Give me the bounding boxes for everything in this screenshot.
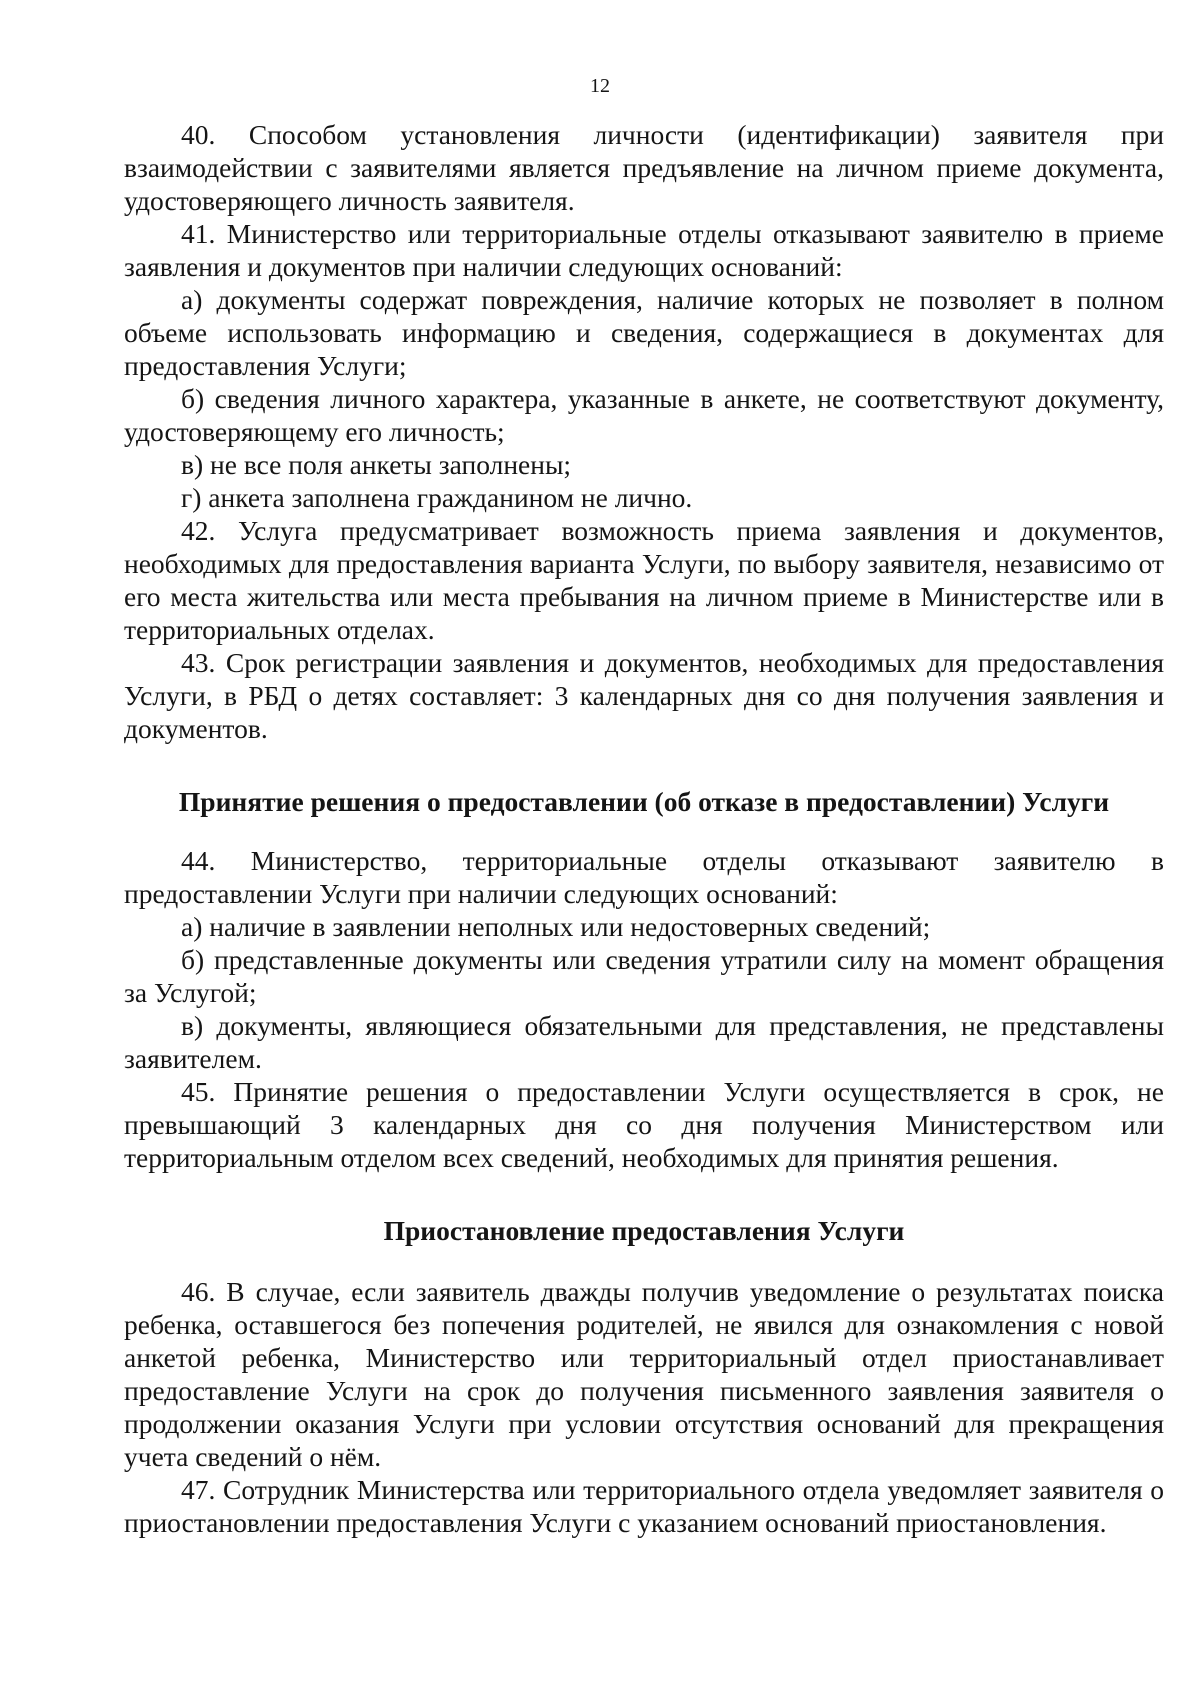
paragraph-41: 41. Министерство или территориальные отделы отказывают заявителю в приеме заявления и документов при наличии следующих оснований:	[124, 218, 1164, 282]
paragraph-43: 43. Срок регистрации заявления и документов, необходимых для предоставления Услуги, в РБД о детях составляет: 3 календарных дня со дня получения заявления и документов.	[124, 647, 1164, 744]
paragraph-46: 46. В случае, если заявитель дважды получив уведомление о результатах поиска ребенка, оставшегося без попечения родителей, не явился для ознакомления с новой анкетой ребенка, Министерство или территориальный отдел приостанавливает предоставление Услуги на срок до получения письменного заявления заявителя о продолжении оказания Услуги при условии отсутствия оснований для прекращения учета сведений о нём.	[124, 1276, 1164, 1472]
paragraph-44-b: б) представленные документы или сведения утратили силу на момент обращения за Услугой;	[124, 944, 1164, 1008]
paragraph-41-b: б) сведения личного характера, указанные в анкете, не соответствуют документу, удостоверяющему его личность;	[124, 383, 1164, 447]
paragraph-41-g: г) анкета заполнена гражданином не лично.	[181, 482, 693, 513]
paragraph-41-v: в) не все поля анкеты заполнены;	[181, 449, 572, 480]
paragraph-47: 47. Сотрудник Министерства или территориального отдела уведомляет заявителя о приостановлении предоставления Услуги с указанием оснований приостановления.	[124, 1474, 1164, 1538]
page-number: 12	[590, 75, 610, 97]
paragraph-41-a: а) документы содержат повреждения, наличие которых не позволяет в полном объеме использовать информацию и сведения, содержащиеся в документах для предоставления Услуги;	[124, 284, 1164, 381]
section-heading-suspension: Приостановление предоставления Услуги	[383, 1215, 905, 1246]
paragraph-44-a: а) наличие в заявлении неполных или недостоверных сведений;	[181, 911, 931, 942]
section-heading-decision: Принятие решения о предоставлении (об отказе в предоставлении) Услуги	[178, 786, 1110, 817]
paragraph-44: 44. Министерство, территориальные отделы отказывают заявителю в предоставлении Услуги при наличии следующих оснований:	[124, 845, 1164, 909]
paragraph-44-v: в) документы, являющиеся обязательными для представления, не представлены заявителем.	[124, 1010, 1164, 1074]
paragraph-42: 42. Услуга предусматривает возможность приема заявления и документов, необходимых для предоставления варианта Услуги, по выбору заявителя, независимо от его места жительства или места пребывания на личном приеме в Министерстве или в территориальных отделах.	[124, 515, 1164, 645]
paragraph-40: 40. Способом установления личности (идентификации) заявителя при взаимодействии с заявителями является предъявление на личном приеме документа, удостоверяющего личность заявителя.	[124, 119, 1164, 216]
document-body	[124, 118, 1164, 1539]
paragraph-45: 45. Принятие решения о предоставлении Услуги осуществляется в срок, не превышающий 3 календарных дня со дня получения Министерством или территориальным отделом всех сведений, необходимых для принятия решения.	[124, 1076, 1164, 1173]
